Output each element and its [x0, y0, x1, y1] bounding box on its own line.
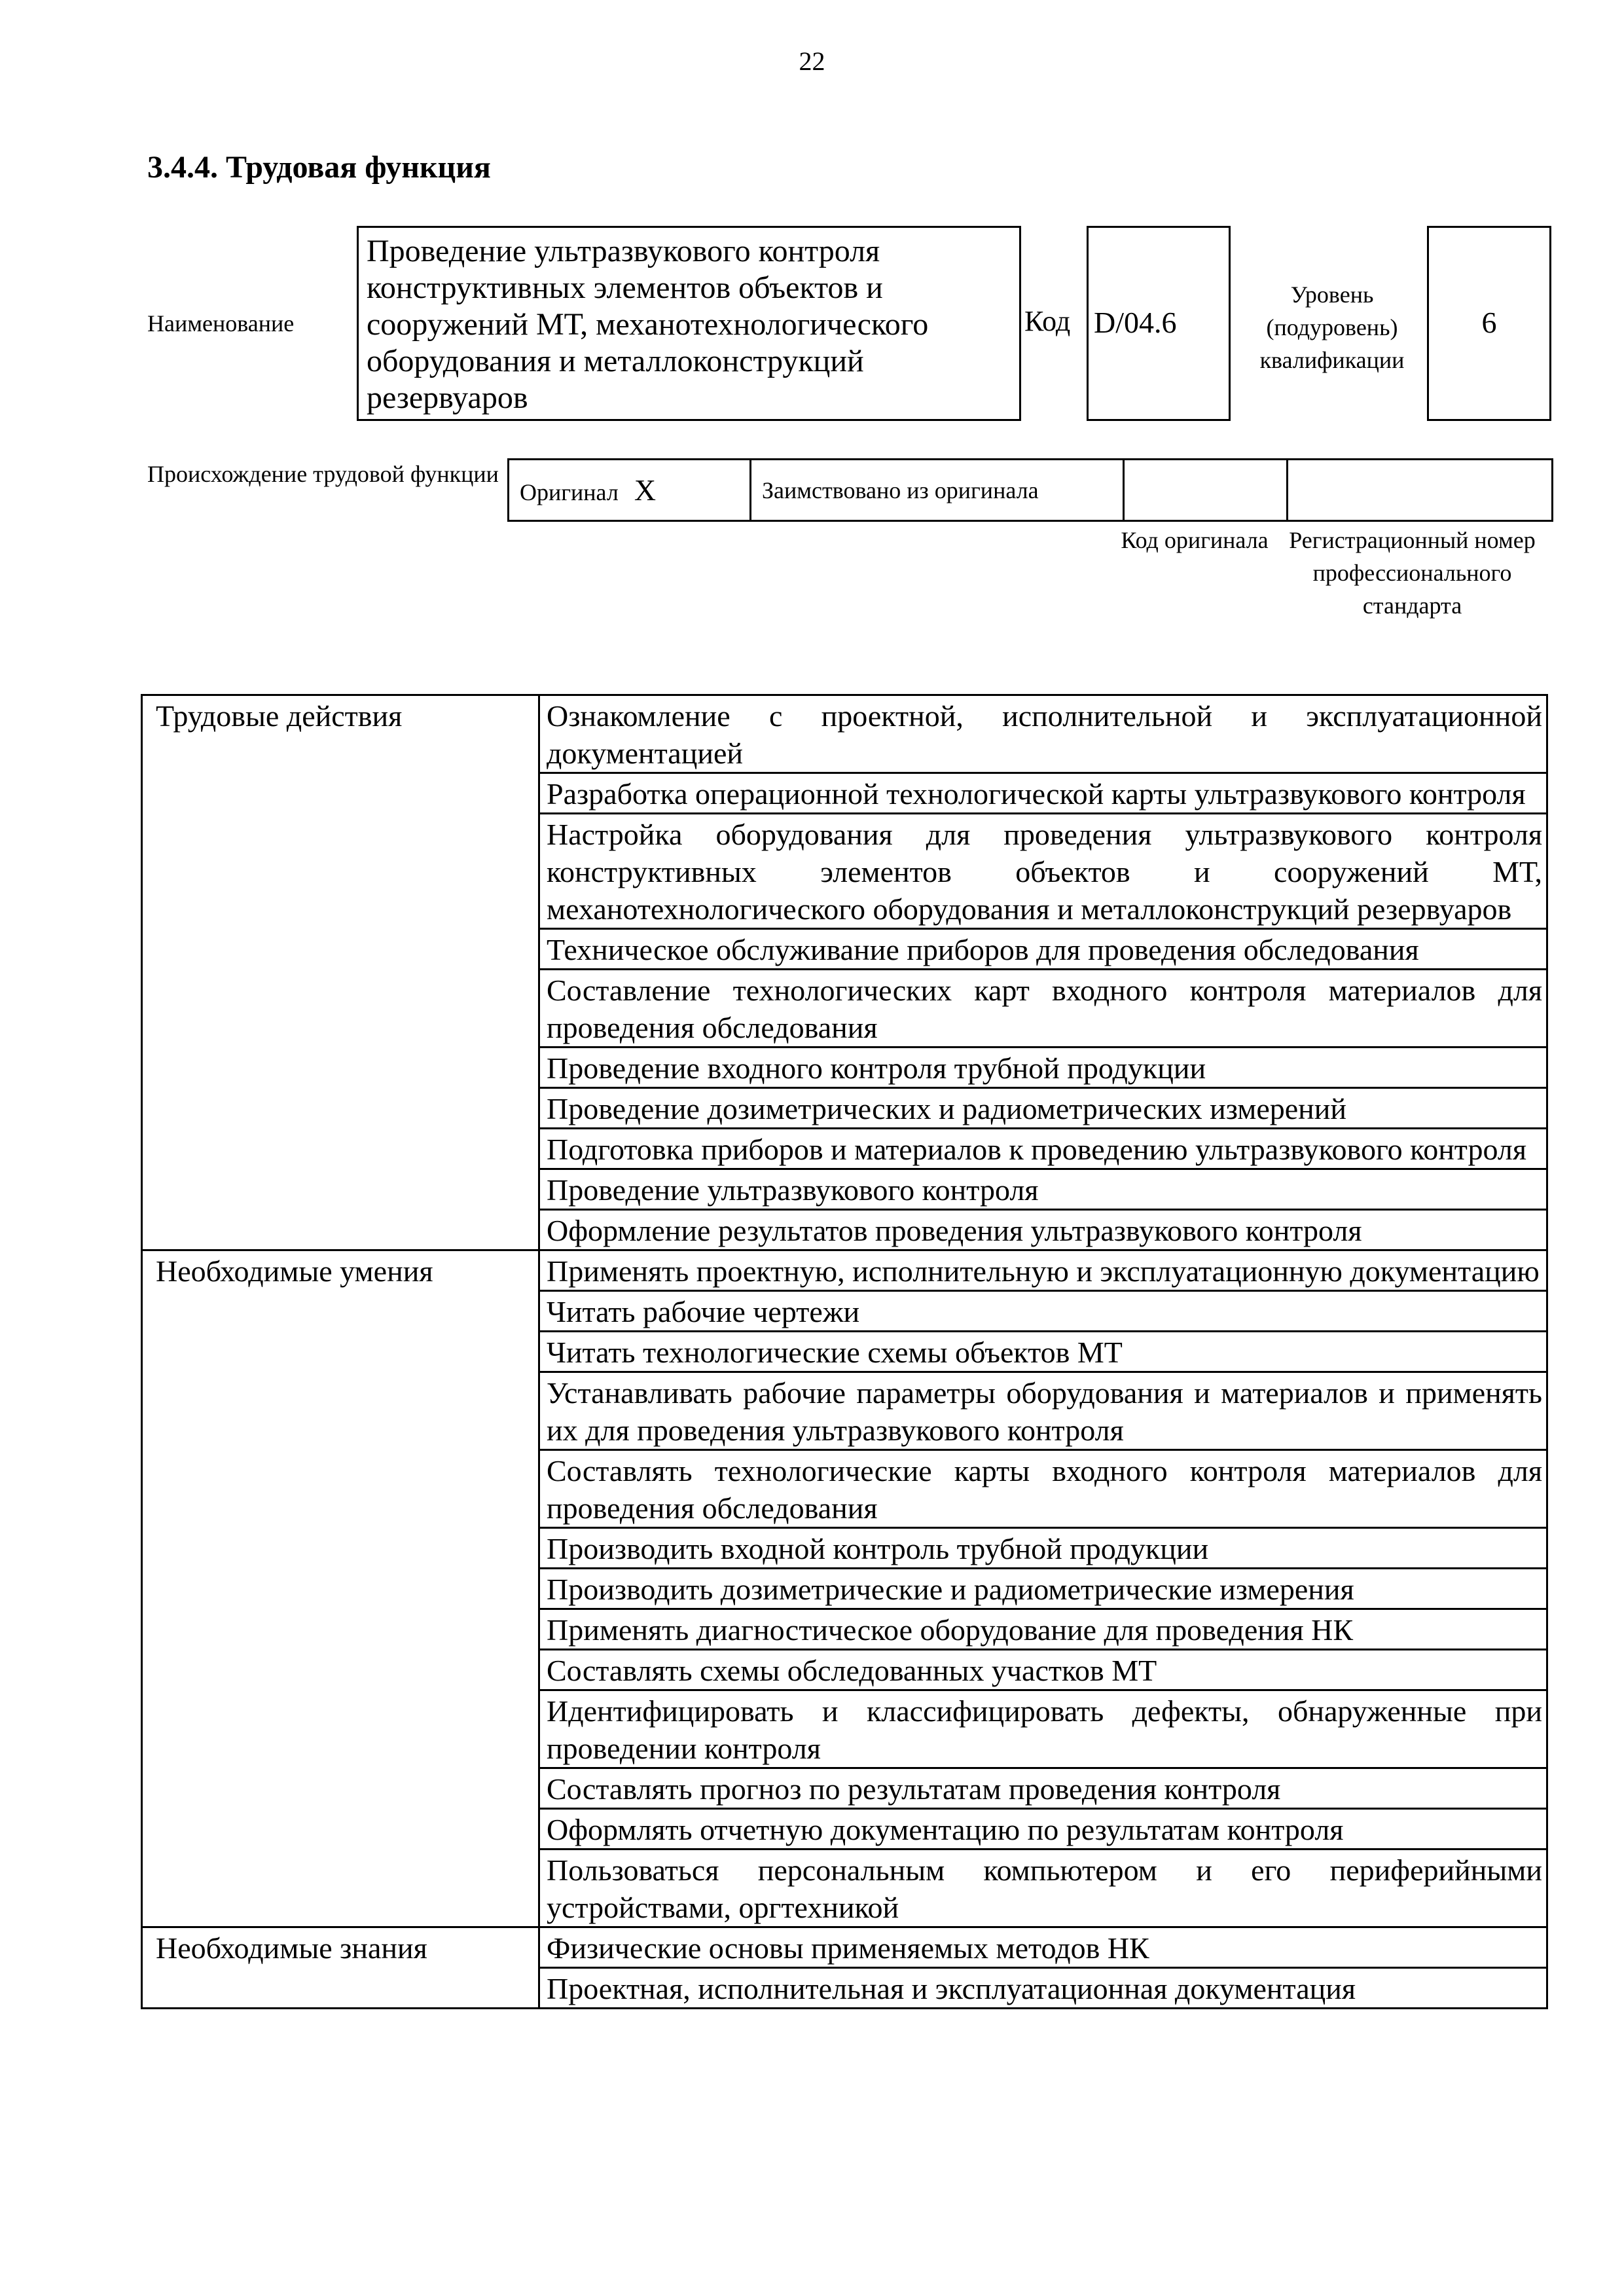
required-skills-item: Составлять технологические карты входного контроля материалов для проведения обследования: [539, 1450, 1547, 1528]
page-number: 22: [799, 46, 825, 76]
required-skills-item: Составлять прогноз по результатам проведения контроля: [539, 1768, 1547, 1809]
table-row: [142, 1927, 1547, 1968]
code-caption: Код оригинала: [1121, 527, 1269, 553]
code-label: Код: [1024, 305, 1071, 337]
labor-actions-item: Ознакомление с проектной, исполнительной и эксплуатационной документацией: [539, 695, 1547, 773]
labor-actions-item: Проведение дозиметрических и радиометрических измерений: [539, 1088, 1547, 1129]
labor-actions-item: Проведение входного контроля трубной продукции: [539, 1048, 1547, 1088]
labor-actions-item: Техническое обслуживание приборов для проведения обследования: [539, 929, 1547, 970]
required-skills-item: Производить входной контроль трубной продукции: [539, 1528, 1547, 1569]
origin-table: [507, 458, 1553, 522]
original-mark: X: [634, 473, 657, 507]
required-skills-item: Производить дозиметрические и радиометрические измерения: [539, 1569, 1547, 1609]
borrowed-cell: Заимствовано из оригинала: [751, 460, 1124, 521]
name-label: Наименование: [147, 310, 295, 337]
required-skills-item: Пользоваться персональным компьютером и его периферийными устройствами, оргтехникой: [539, 1850, 1547, 1927]
original-label: Оригинал: [520, 479, 619, 505]
labor-actions-item: Подготовка приборов и материалов к проведению ультразвукового контроля: [539, 1129, 1547, 1169]
required-skills-item: Идентифицировать и классифицировать дефекты, обнаруженные при проведении контроля: [539, 1690, 1547, 1768]
code-value-box: D/04.6: [1087, 226, 1231, 421]
registration-number-cell: [1288, 460, 1553, 521]
level-label: Уровень (подуровень) квалификации: [1259, 282, 1405, 373]
required-skills-item: Устанавливать рабочие параметры оборудования и материалов и применять их для проведения ультразвукового контроля: [539, 1372, 1547, 1450]
required-skills-item: Применять проектную, исполнительную и эксплуатационную документацию: [539, 1250, 1547, 1291]
function-name-box: Проведение ультразвукового контроля конструктивных элементов объектов и сооружений МТ, механотехнологического оборудования и металлоконструкций резервуаров: [357, 226, 1021, 421]
labor-actions-item: Оформление результатов проведения ультразвукового контроля: [539, 1210, 1547, 1250]
table-row: [142, 695, 1547, 773]
section-title: 3.4.4. Трудовая функция: [147, 150, 491, 185]
required-knowledge-label: Необходимые знания: [142, 1927, 539, 2009]
labor-actions-item: Проведение ультразвукового контроля: [539, 1169, 1547, 1210]
labor-actions-item: Составление технологических карт входного контроля материалов для проведения обследования: [539, 970, 1547, 1048]
labor-actions-label: Трудовые действия: [142, 695, 539, 1250]
required-skills-item: Применять диагностическое оборудование для проведения НК: [539, 1609, 1547, 1650]
original-code-cell: [1124, 460, 1288, 521]
required-skills-item: Читать рабочие чертежи: [539, 1291, 1547, 1332]
required-skills-item: Читать технологические схемы объектов МТ: [539, 1332, 1547, 1372]
labor-actions-item: Настройка оборудования для проведения ультразвукового контроля конструктивных элементов объектов и сооружений МТ, механотехнологического оборудования и металлоконструкций резервуаров: [539, 814, 1547, 929]
table-row: [142, 1250, 1547, 1291]
required-skills-item: Оформлять отчетную документацию по результатам контроля: [539, 1809, 1547, 1850]
required-skills-item: Составлять схемы обследованных участков МТ: [539, 1650, 1547, 1690]
required-knowledge-item: Проектная, исполнительная и эксплуатационная документация: [539, 1968, 1547, 2009]
origin-label: Происхождение трудовой функции: [147, 461, 499, 487]
registration-caption: Регистрационный номер профессионального стандарта: [1289, 527, 1536, 619]
level-value-box: 6: [1427, 226, 1551, 421]
labor-actions-item: Разработка операционной технологической карты ультразвукового контроля: [539, 773, 1547, 814]
original-cell: [509, 460, 751, 521]
required-skills-label: Необходимые умения: [142, 1250, 539, 1927]
required-knowledge-item: Физические основы применяемых методов НК: [539, 1927, 1547, 1968]
main-table: [141, 694, 1548, 2009]
